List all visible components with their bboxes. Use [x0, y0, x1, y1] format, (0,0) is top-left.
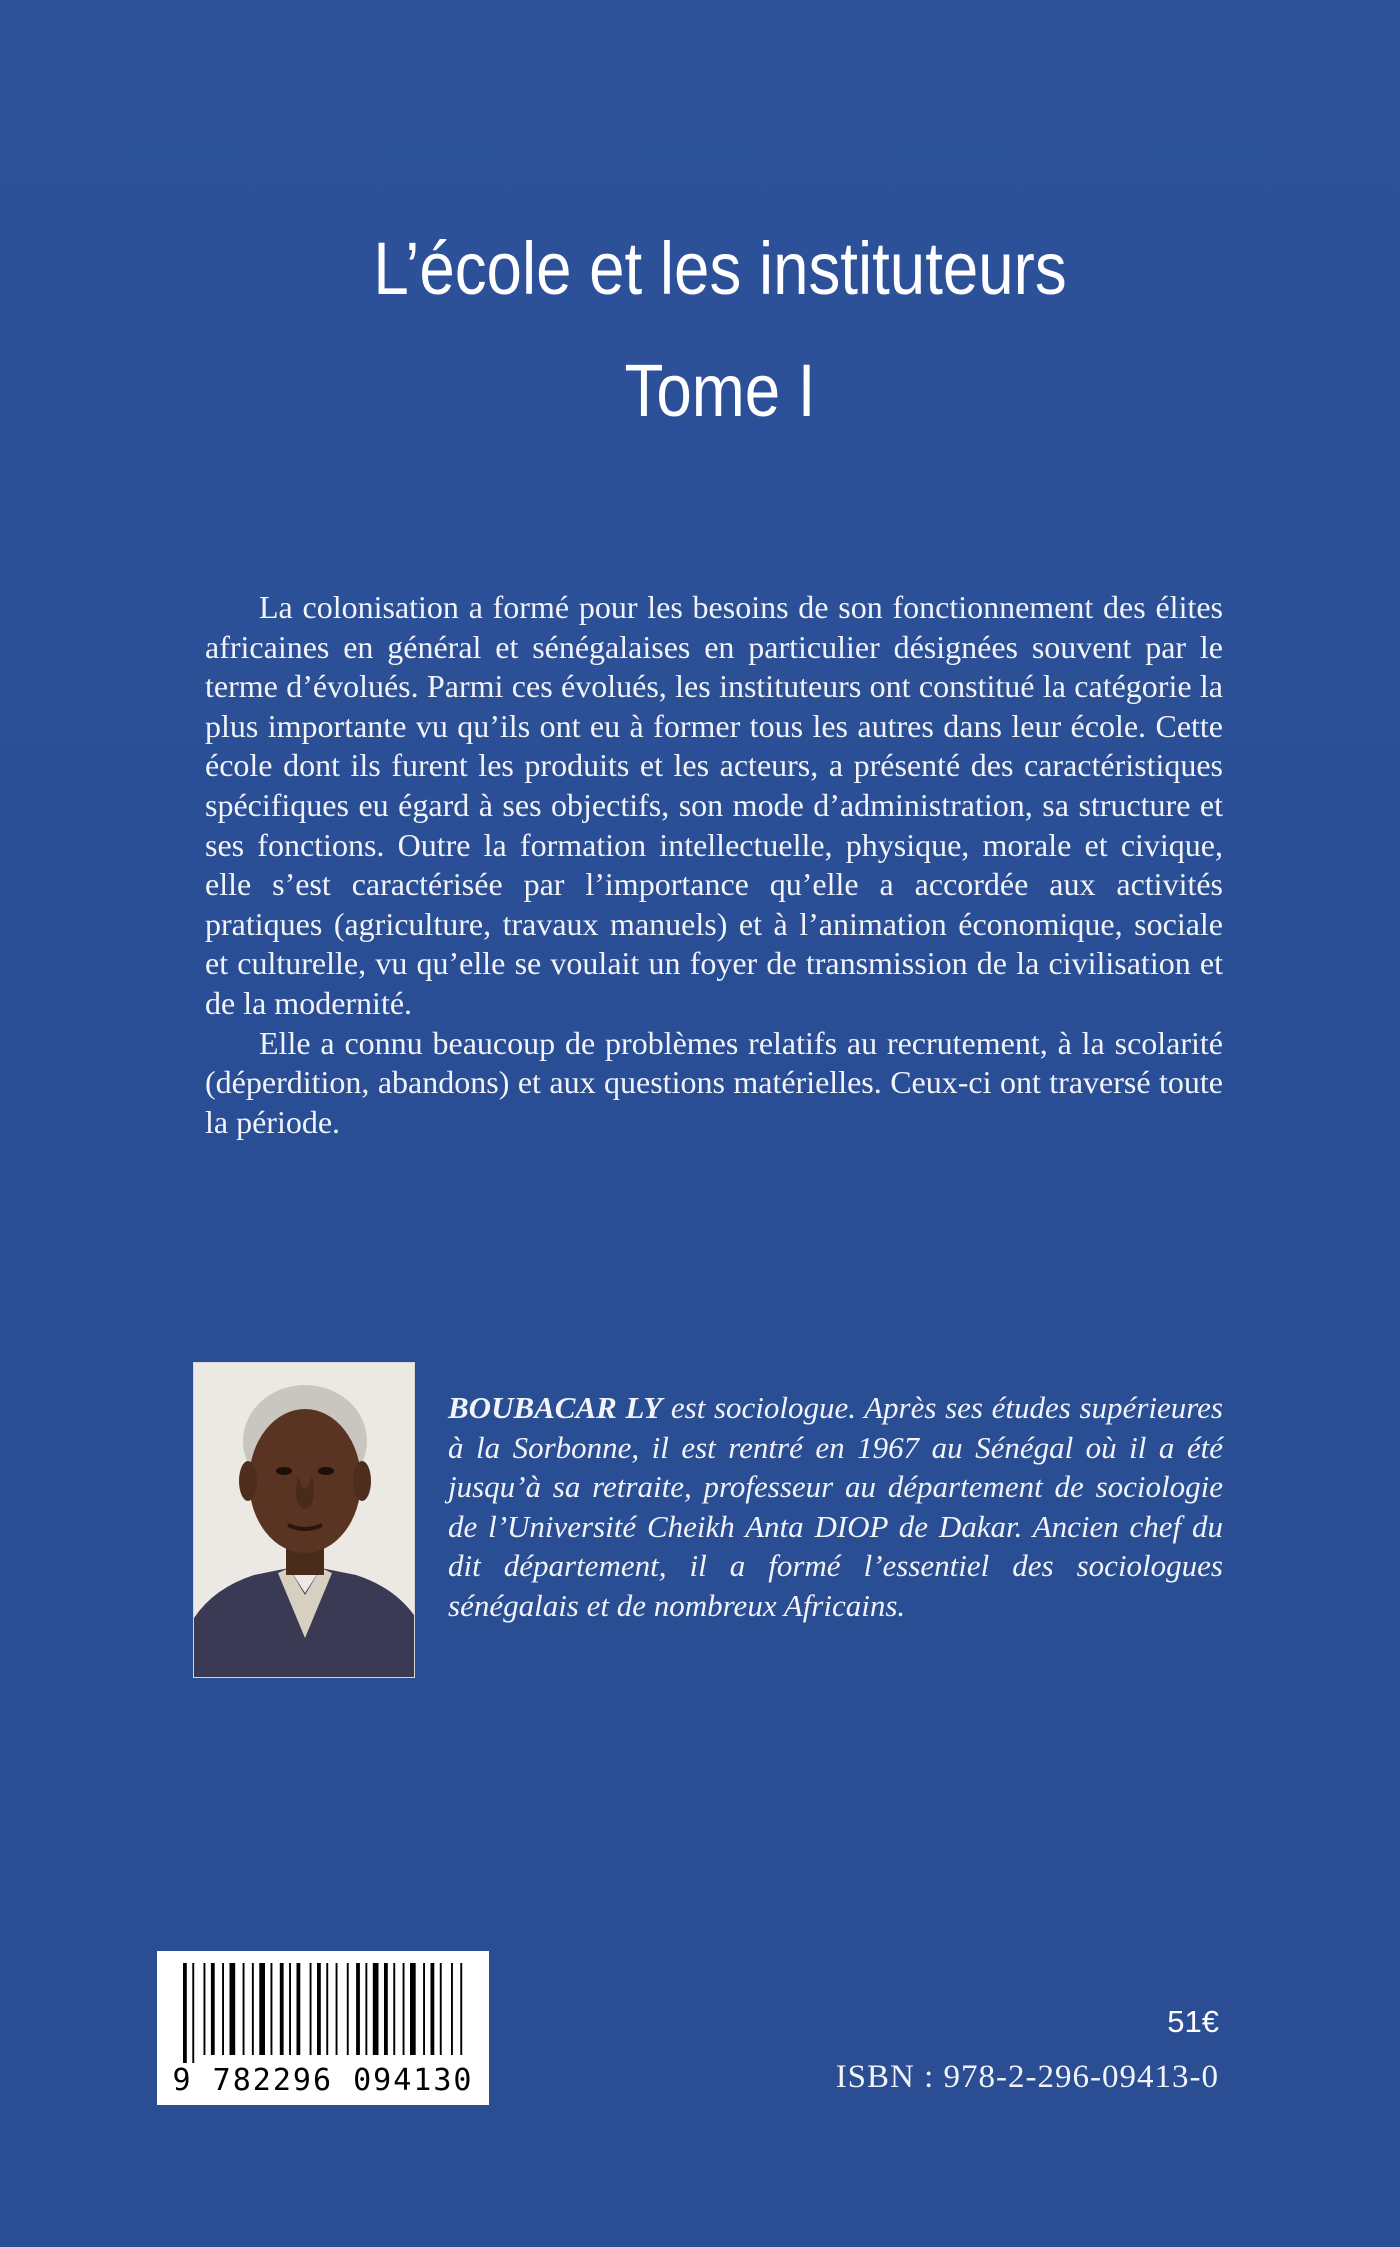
barcode-bar	[431, 1963, 435, 2055]
book-title: L’école et les instituteurs	[373, 227, 1067, 310]
barcode-bar	[310, 1963, 312, 2055]
barcode-bar	[271, 1963, 273, 2055]
barcode-bar	[317, 1963, 321, 2055]
barcode-bar	[211, 1963, 215, 2055]
barcode-bar	[356, 1963, 360, 2055]
blurb	[205, 588, 1223, 1142]
author-name: BOUBACAR LY	[448, 1390, 663, 1425]
price: 51€	[1167, 2004, 1219, 2039]
barcode-bar	[460, 1963, 462, 2055]
barcode-bar	[393, 1963, 395, 2055]
barcode-digits: 9 782296 094130	[172, 2063, 474, 2098]
barcode-bar	[373, 1963, 379, 2055]
barcode-bar	[280, 1963, 284, 2055]
barcode-bar	[252, 1963, 254, 2055]
barcode-bar	[365, 1963, 367, 2055]
barcode-bar	[326, 1963, 328, 2055]
book-volume: Tome I	[624, 349, 816, 432]
author-bio-text: est sociologue. Après ses études supérieures à la Sorbonne, il est rentré en 1967 au Sénégal où il a été jusqu’à sa retraite, professeur au département de sociologie de l’Université Cheikh Anta DIOP de Dakar. Ancien chef du dit département, il a formé l’essentiel des sociologues sénégalais et de nombreux Africains.	[448, 1390, 1223, 1623]
title-block	[0, 228, 1400, 432]
isbn: ISBN : 978-2-296-09413-0	[835, 2059, 1219, 2095]
barcode-bar	[410, 1963, 416, 2055]
barcode-bar	[230, 1963, 236, 2055]
barcode-bar	[347, 1963, 349, 2055]
blurb-paragraph: Elle a connu beaucoup de problèmes relatifs au recrutement, à la scolarité (déperdition, abandons) et aux questions matérielles. Ceux-ci ont traversé toute la période.	[205, 1024, 1223, 1140]
barcode-bar	[403, 1963, 405, 2055]
barcode-bar	[222, 1963, 224, 2055]
barcode-bar	[336, 1963, 338, 2055]
barcode-bar	[192, 1963, 194, 2063]
barcode-bar	[243, 1963, 245, 2055]
author-bio	[448, 1388, 1223, 1625]
barcode-bar	[451, 1963, 453, 2055]
barcode-bar	[440, 1963, 442, 2055]
barcode-bar	[423, 1963, 425, 2055]
barcode	[157, 1951, 489, 2105]
barcode-bar	[297, 1963, 301, 2055]
barcode-bar	[204, 1963, 206, 2055]
author-photo	[193, 1362, 415, 1678]
barcode-bar	[259, 1963, 265, 2055]
barcode-bar	[289, 1963, 291, 2055]
barcode-bar	[183, 1963, 187, 2063]
blurb-paragraph: La colonisation a formé pour les besoins de son fonctionnement des élites africaines en général et sénégalaises en particulier désignées souvent par le terme d’évolués. Parmi ces évolués, les instituteurs ont constitué la catégorie la plus importante vu qu’ils ont eu à former tous les autres dans leur école. Cette école dont ils furent les produits et les acteurs, a présenté des caractéristiques spécifiques eu égard à ses objectifs, son mode d’administration, sa structure et ses fonctions. Outre la formation intellectuelle, physique, morale et civique, elle s’est caractérisée par l’importance qu’elle a accordée aux activités pratiques (agriculture, travaux manuels) et à l’animation économique, sociale et culturelle, vu qu’elle se voulait un foyer de transmission de la civilisation et de la modernité.	[205, 589, 1223, 1021]
barcode-bar	[384, 1963, 388, 2055]
